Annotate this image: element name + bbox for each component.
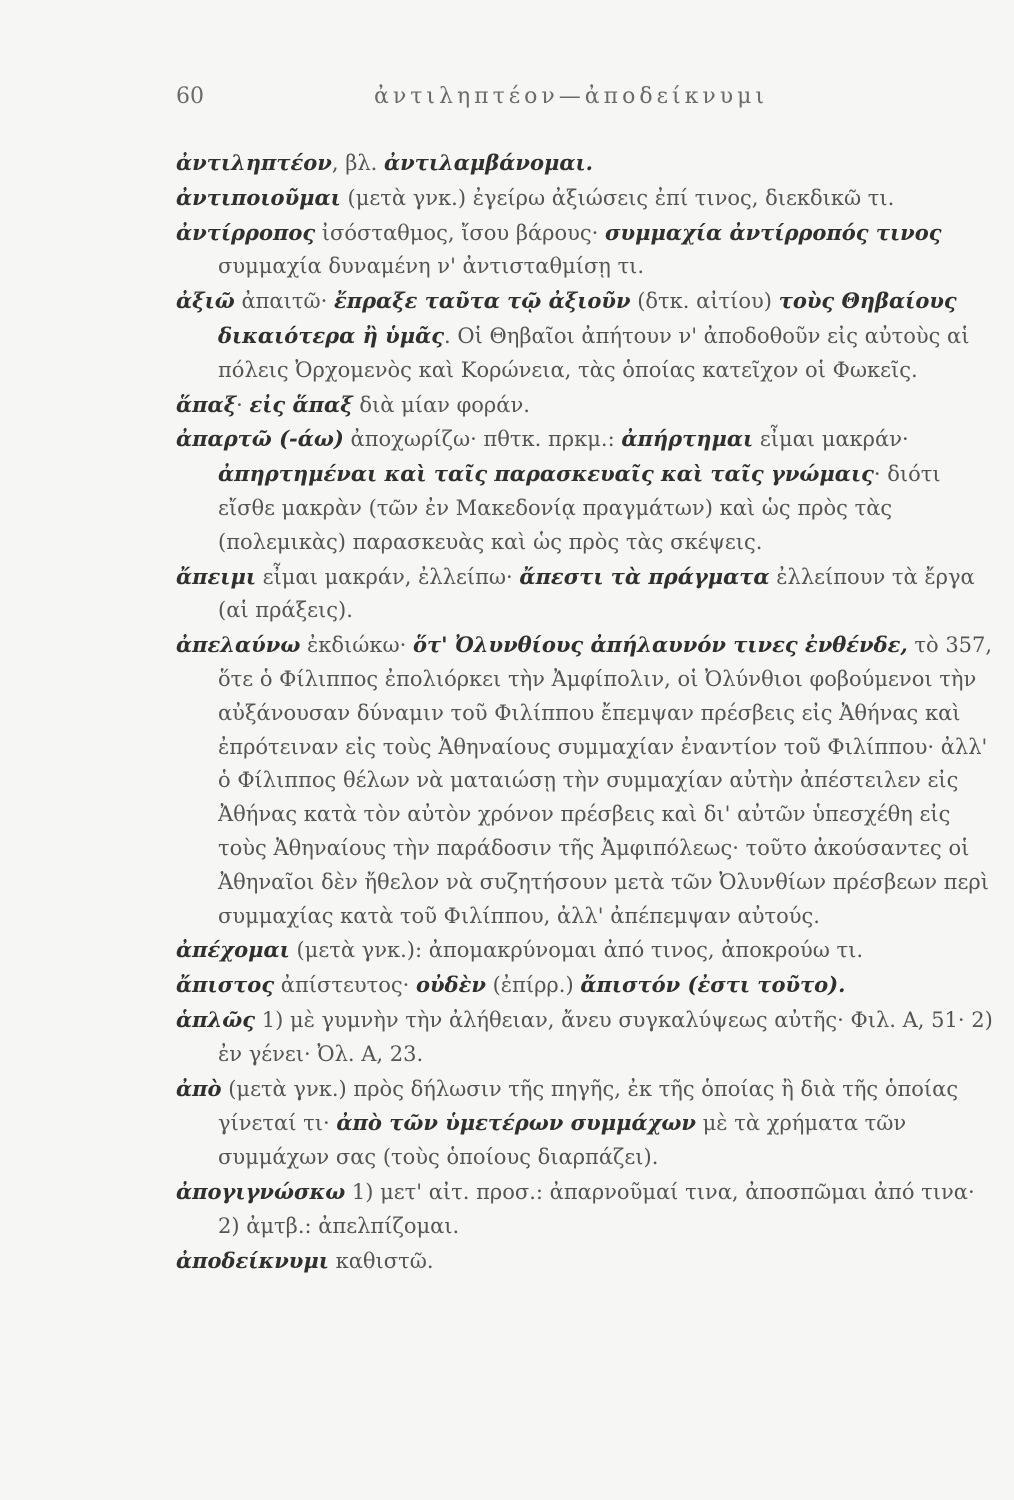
- entry-text: (μετὰ γνκ.) πρὸς δήλωσιν τῆς πηγῆς, ἐκ τῆς ὁποίας ἢ διὰ τῆς ὁποίας γίνεταί τι·: [218, 1076, 959, 1136]
- entry-headword: ἀντιποιοῦμαι: [176, 184, 341, 210]
- dictionary-entry: [176, 146, 998, 181]
- entry-quote: εἰς ἅπαξ: [249, 391, 353, 417]
- entry-text: 1) μετ' αἰτ. προσ.: ἀπαρνοῦμαί τινα, ἀποσπῶμαι ἀπό τινα· 2) ἀμτβ.: ἀπελπίζομαι.: [218, 1179, 975, 1238]
- entry-text: συμμαχία δυναμένη ν' ἀντισταθμίσῃ τι.: [218, 254, 645, 279]
- entry-text: ἀπαιτῶ·: [234, 289, 334, 314]
- entry-text: · διότι εἴσθε μακρὰν (τῶν ἐν Μακεδονίᾳ πραγμάτων) καὶ ὡς πρὸς τὰς (πολεμικὰς) παρασκευὰς καὶ ὡς πρὸς τὰς σκέψεις.: [218, 462, 941, 554]
- dictionary-entry: [176, 284, 998, 387]
- entry-text: (δτκ. αἰτίου): [630, 289, 779, 314]
- dictionary-entry: [176, 1072, 998, 1175]
- entry-text: μὲ τὰ χρήματα τῶν συμμάχων σας (τοὺς ὁποίους διαρπάζει).: [218, 1111, 907, 1170]
- entry-text: ἐκδιώκω·: [300, 633, 413, 658]
- entry-quote: τοὺς Θηβαίους δικαιότερα ἢ ὑμᾶς: [218, 288, 957, 348]
- dictionary-entry: [176, 1175, 998, 1244]
- entry-text: (μετὰ γνκ.) ἐγείρω ἀξιώσεις ἐπί τινος, διεκδικῶ τι.: [340, 185, 895, 210]
- entry-text: τὸ 357, ὅτε ὁ Φίλιππος ἐπολιόρκει τὴν Ἀμφίπολιν, οἱ Ὀλύνθιοι φοβούμενοι τὴν αὐξάνουσαν δύναμιν τοῦ Φιλίππου ἔπεμψαν πρέσβεις εἰς Ἀθήνας καὶ ἐπρότειναν εἰς τοὺς Ἀθηναίους συμμαχίαν ἐναντίον τοῦ Φιλίππου· ἀλλ' ὁ Φίλιππος θέλων νὰ ματαιώσῃ τὴν συμμαχίαν αὐτὴν ἀπέστειλεν εἰς Ἀθήνας κατὰ τὸν αὐτὸν χρόνον πρέσβεις καὶ δι' αὐτῶν ὑπεσχέθη εἰς τοὺς Ἀθηναίους τὴν παράδοσιν τῆς Ἀμφιπόλεως· τοῦτο ἀκούσαντες οἱ Ἀθηναῖοι δὲν ἤθελον νὰ συζητήσουν μετὰ τῶν Ὀλυνθίων πρέσβεων περὶ συμμαχίας κατὰ τοῦ Φιλίππου, ἀλλ' ἀπέπεμψαν αὐτούς.: [218, 633, 993, 928]
- entry-text: 1) μὲ γυμνὴν τὴν ἀλήθειαν, ἄνευ συγκαλύψεως αὐτῆς· Φιλ. Α, 51· 2) ἐν γένει· Ὀλ. Α, 23.: [218, 1007, 993, 1066]
- dictionary-entry: [176, 181, 998, 216]
- dictionary-entry: [176, 422, 998, 559]
- entry-text: ·: [236, 392, 250, 417]
- entry-headword: ἅπαξ: [176, 391, 237, 417]
- entry-headword: ἀπελαύνω: [176, 632, 301, 658]
- entry-quote: ἄπεστι τὰ πράγματα: [519, 563, 770, 589]
- entry-quote: ἀντιλαμβάνομαι.: [384, 150, 593, 175]
- dictionary-entries: [176, 146, 998, 1278]
- entry-headword: ἀντιληπτέον: [176, 150, 332, 175]
- entry-headword: ἀπαρτῶ (-άω): [176, 426, 344, 452]
- entry-text: , βλ.: [331, 151, 385, 175]
- entry-text: εἶμαι μακράν·: [753, 427, 909, 452]
- dictionary-entry: [176, 628, 998, 933]
- entry-headword: ἀπέχομαι: [176, 937, 290, 963]
- entry-text: εἶμαι μακράν, ἐλλείπω·: [256, 564, 520, 589]
- entry-headword: ἀντίρροπος: [176, 219, 316, 245]
- dictionary-entry: [176, 560, 998, 629]
- entry-headword: ἁπλῶς: [176, 1006, 256, 1032]
- dictionary-entry: [176, 968, 998, 1003]
- entry-quote: ἔπραξε ταῦτα τῷ ἀξιοῦν: [333, 288, 631, 314]
- dictionary-entry: [176, 1244, 998, 1279]
- entry-text: ἰσόσταθμος, ἴσου βάρους·: [315, 220, 606, 245]
- entry-text: ἀποχωρίζω· πθτκ. πρκμ.:: [343, 427, 622, 452]
- entry-quote: συμμαχία ἀντίρροπός τινος: [605, 219, 942, 245]
- entry-text: (μετὰ γνκ.): ἀπομακρύνομαι ἀπό τινος, ἀποκρούω τι.: [289, 938, 864, 963]
- entry-quote: ἀπὸ τῶν ὑμετέρων συμμάχων: [336, 1110, 696, 1136]
- dictionary-entry: [176, 1003, 998, 1072]
- running-head: ἀντιληπτέον—ἀποδείκνυμι: [373, 84, 769, 109]
- entry-text: διὰ μίαν φοράν.: [352, 392, 530, 417]
- entry-text: ἀπίστευτος·: [274, 973, 416, 998]
- entry-headword: ἄπιστος: [176, 972, 275, 998]
- dictionary-entry: [176, 933, 998, 968]
- entry-headword: ἀξιῶ: [176, 288, 235, 314]
- entry-quote: οὐδὲν: [415, 972, 486, 998]
- entry-headword: ἄπειμι: [176, 563, 256, 589]
- entry-text: καθιστῶ.: [328, 1248, 434, 1273]
- entry-headword: ἀποδείκνυμι: [176, 1247, 329, 1273]
- entry-quote: ἄπιστόν (ἐστι τοῦτο).: [580, 972, 846, 998]
- page-number: 60: [176, 84, 204, 109]
- entry-headword: ἀπογιγνώσκω: [176, 1178, 346, 1204]
- entry-headword: ἀπὸ: [176, 1075, 222, 1101]
- dictionary-entry: [176, 216, 998, 285]
- entry-quote: ὅτ' Ὀλυνθίους ἀπήλαυνόν τινες ἐνθένδε,: [413, 632, 908, 658]
- entry-quote: ἀπήρτημαι: [621, 426, 754, 452]
- entry-text: ἐλλείπουν τὰ ἔργα (αἱ πράξεις).: [218, 564, 975, 623]
- entry-text: (ἐπίρρ.): [485, 973, 581, 998]
- entry-quote: ἀπηρτημέναι καὶ ταῖς παρασκευαῖς καὶ ταῖς γνώμαις: [218, 461, 874, 487]
- dictionary-entry: [176, 388, 998, 423]
- entry-text: . Οἱ Θηβαῖοι ἀπήτουν ν' ἀποδοθοῦν εἰς αὐτοὺς αἱ πόλεις Ὀρχομενὸς καὶ Κορώνεια, τὰς ὁποίας κατεῖχον οἱ Φωκεῖς.: [218, 323, 970, 382]
